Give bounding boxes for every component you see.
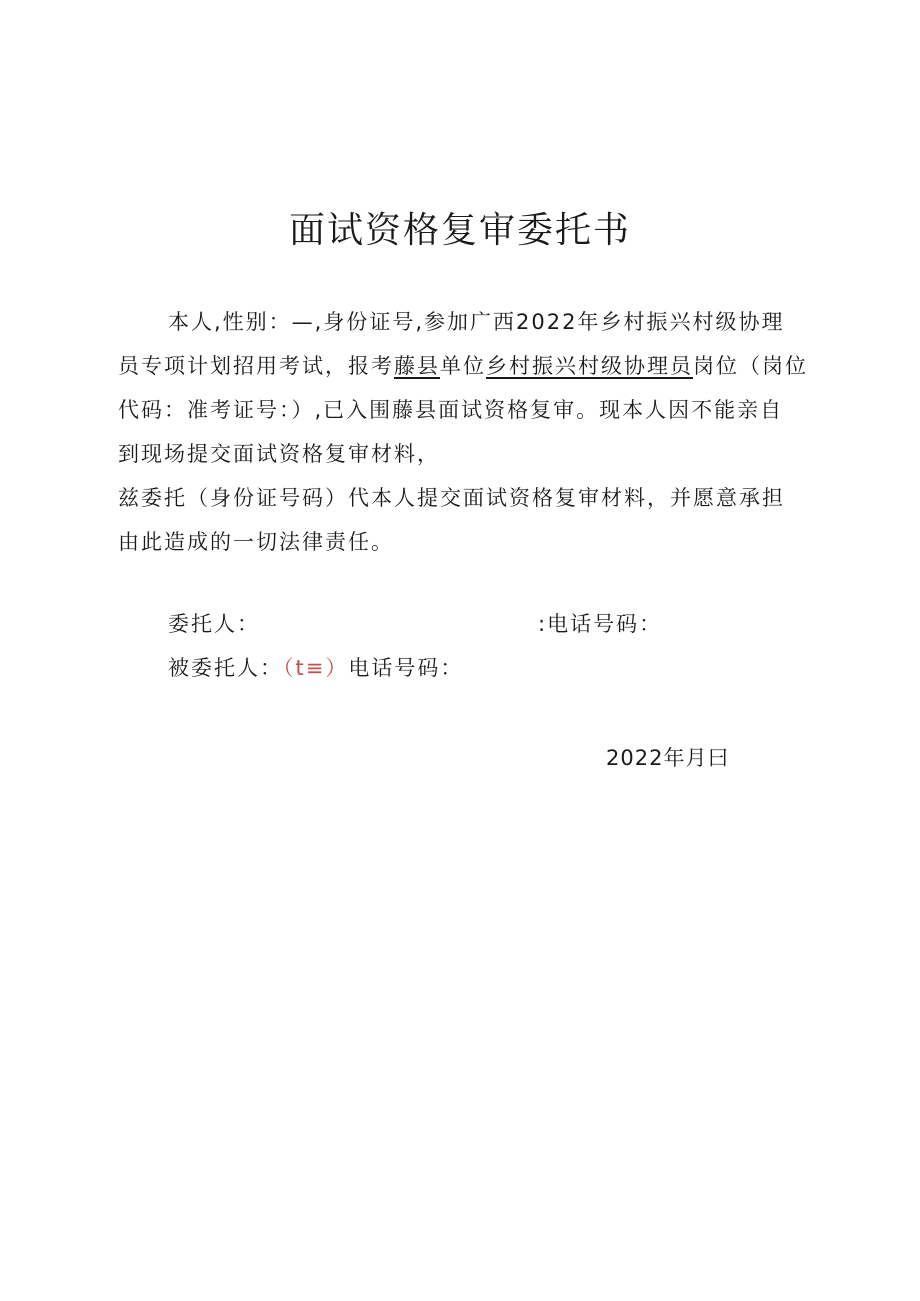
paragraph-line-6: 由此造成的一切法律责任。 — [118, 530, 394, 554]
paragraph-line-2-text-a: 员专项计划招用考试，报考 — [118, 354, 394, 378]
document-date: 2022年月曰 — [606, 746, 730, 770]
agent-label: 被委托人： — [168, 656, 283, 680]
paragraph-line-5: 兹委托（身份证号码）代本人提交面试资格复审材料，并愿意承担 — [118, 486, 785, 510]
county-underlined: 藤县 — [394, 354, 440, 378]
paragraph-line-4: 到现场提交面试资格复审材料， — [118, 442, 440, 466]
agent-line — [168, 648, 463, 688]
principal-phone-label: :电话号码： — [538, 612, 663, 636]
paragraph-line-1: 本人,性别：—,身份证号,参加广西2022年乡村振兴村级协理 — [168, 310, 785, 334]
agent-phone-label: 电话号码： — [348, 656, 464, 680]
paragraph-line-2-text-b: 单位 — [440, 354, 486, 378]
paragraph-line-2 — [118, 344, 808, 388]
agent-mark: （t≡） — [283, 656, 349, 680]
paragraph-line-2-text-c: 岗位（岗位 — [693, 354, 808, 378]
paragraph-line-3: 代码：准考证号：）,已入围藤县面试资格复审。现本人因不能亲自 — [118, 398, 784, 422]
body-paragraph — [118, 300, 808, 564]
post-underlined: 乡村振兴村级协理员 — [486, 354, 693, 378]
principal-label: 委托人： — [168, 612, 260, 636]
document-title: 面试资格复审委托书 — [288, 210, 631, 251]
